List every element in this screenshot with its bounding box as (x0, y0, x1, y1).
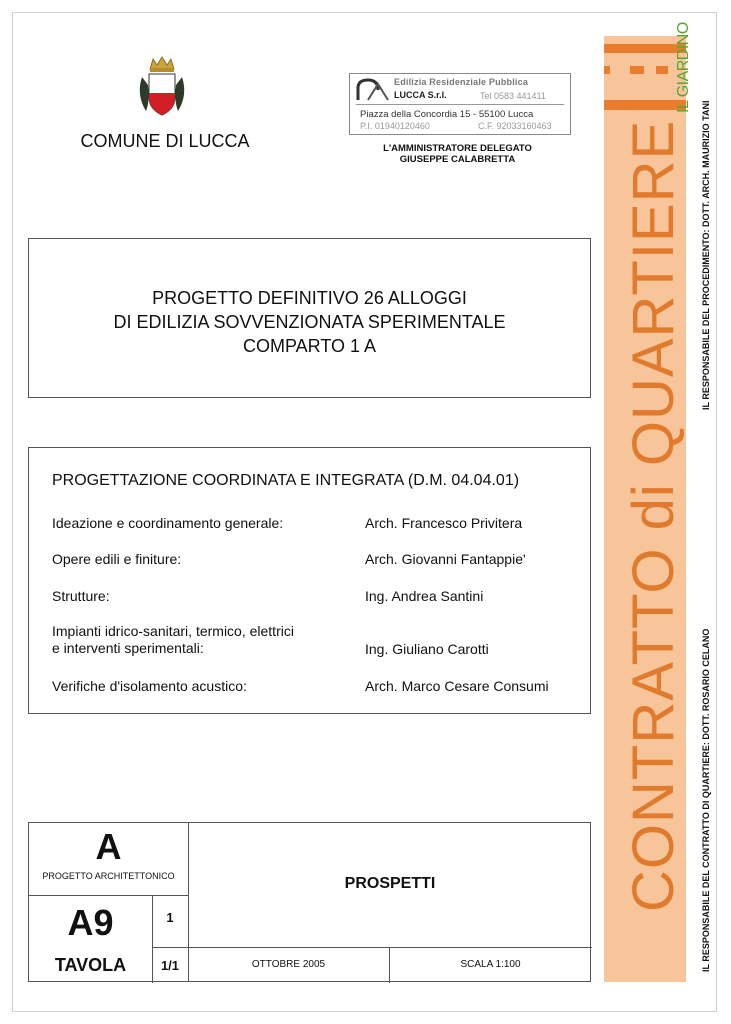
tb-divider (188, 823, 189, 981)
erp-rule (356, 104, 564, 105)
team-heading: PROGETTAZIONE COORDINATA E INTEGRATA (D.M. 04.04.01) (52, 472, 520, 489)
project-title-line-1: PROGETTO DEFINITIVO 26 ALLOGGI (152, 288, 467, 308)
erp-address: Piazza della Concordia 15 - 55100 Lucca (360, 109, 534, 120)
erp-cf: C.F. 92033160463 (478, 121, 552, 131)
sheet-code: A9 (67, 902, 114, 943)
team-row-value: Ing. Andrea Santini (365, 588, 484, 604)
band-stripe (604, 66, 610, 74)
design-team-box (28, 447, 591, 714)
band-stripe (656, 66, 668, 74)
comune-crest-logo (136, 55, 188, 119)
sheet-number: 1 (166, 910, 174, 925)
team-row-label: Verifiche d'isolamento acustico: (52, 678, 247, 694)
sheet-subject: PROSPETTI (344, 875, 436, 892)
erp-piva: P.I. 01940120460 (360, 121, 430, 131)
erp-tel: Tel 0583 441411 (480, 91, 546, 101)
erp-emblem-icon (356, 78, 390, 102)
team-row-value: Arch. Giovanni Fantappie' (365, 551, 526, 567)
project-title-line-3: COMPARTO 1 A (242, 336, 377, 356)
team-row-value: Ing. Giuliano Carotti (365, 641, 489, 657)
sheet-count: 1/1 (160, 958, 180, 973)
section-name: PROGETTO ARCHITETTONICO (42, 871, 175, 881)
section-letter: A (95, 826, 122, 867)
tb-divider (152, 947, 592, 948)
comune-name: COMUNE DI LUCCA (80, 131, 250, 151)
sheet-date: OTTOBRE 2005 (251, 959, 326, 970)
tb-divider (29, 895, 188, 896)
giardino-label: IL GIARDINO (675, 22, 692, 113)
band-stripe (604, 44, 686, 53)
erp-line-2: LUCCA S.r.l. (394, 90, 447, 100)
responsabile-contratto: IL RESPONSABILE DEL CONTRATTO DI QUARTIERE: DOTT. ROSARIO CELANO (701, 628, 711, 972)
sheet-label: TAVOLA (54, 955, 127, 975)
erp-lucca-logo (349, 73, 571, 135)
contratto-title: CONTRATTO di QUARTIERE (621, 119, 686, 912)
team-row-label: Opere edili e finiture: (52, 551, 182, 567)
responsabile-procedimento: IL RESPONSABILE DEL PROCEDIMENTO: DOTT. ARCH. MAURIZIO TANI (701, 100, 711, 410)
project-title-box (28, 238, 591, 398)
team-row-label: Ideazione e coordinamento generale: (52, 515, 284, 531)
band-stripe (604, 100, 686, 110)
team-row-label: Impianti idrico-sanitari, termico, elettrici (52, 623, 294, 639)
team-row-label: Strutture: (52, 588, 110, 604)
team-row-value: Arch. Marco Cesare Consumi (365, 678, 549, 694)
team-row-value: Arch. Francesco Privitera (365, 515, 523, 531)
admin-name: GIUSEPPE CALABRETTA (399, 154, 516, 165)
sheet-scale: SCALA 1:100 (460, 959, 521, 970)
erp-line-1: Edilizia Residenziale Pubblica (394, 77, 529, 87)
title-block (28, 822, 591, 982)
band-stripe (630, 66, 644, 74)
administrator-block (340, 143, 575, 165)
project-title-line-2: DI EDILIZIA SOVVENZIONATA SPERIMENTALE (113, 312, 506, 332)
admin-role: L'AMMINISTRATORE DELEGATO (383, 143, 532, 154)
team-row-label-cont: e interventi sperimentali: (52, 640, 204, 656)
